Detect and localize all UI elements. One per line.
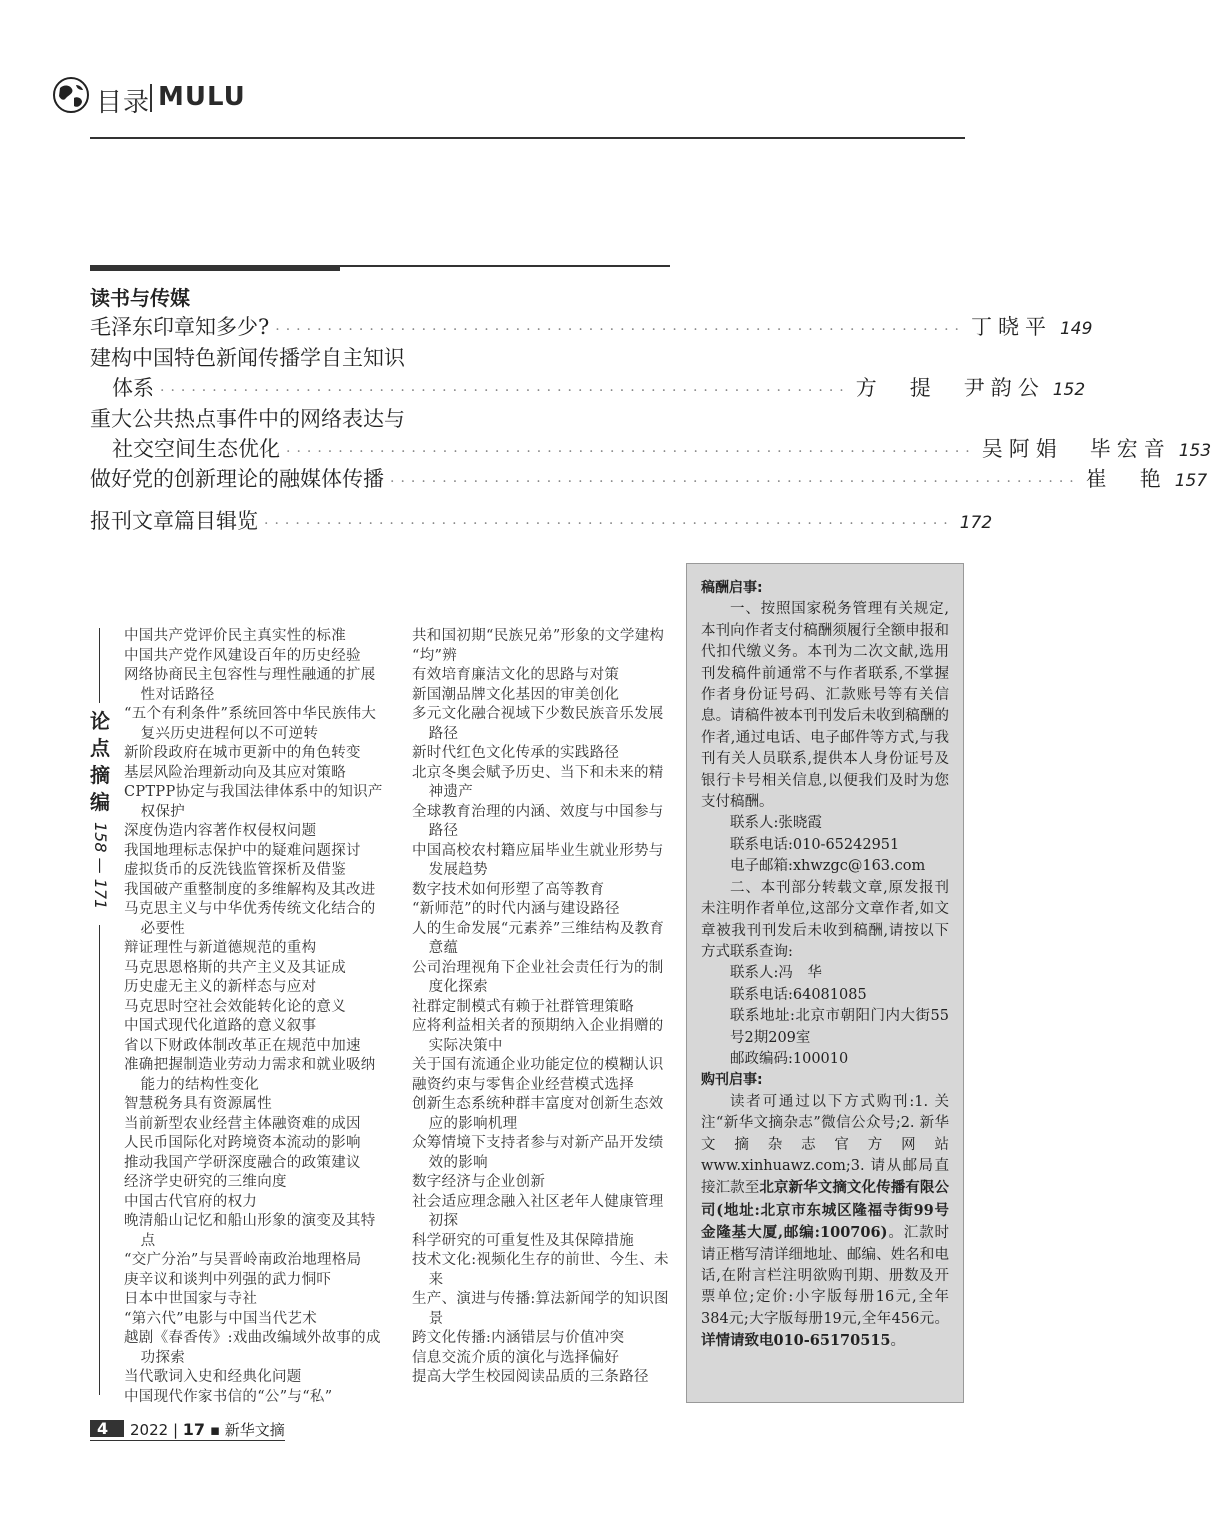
fee-notice-para2: 二、本刊部分转载文章,原发报刊未注明作者单位,这部分文章作者,如文章被我刊刊发后未收到稿酬,请按以下方式联系查询: bbox=[701, 879, 949, 960]
buy-notice-para bbox=[701, 1092, 949, 1353]
toc-entry-author: 崔 艳 bbox=[1085, 467, 1167, 491]
article-item[interactable]: 融资约束与零售企业经营模式选择 bbox=[412, 1076, 634, 1093]
article-item[interactable]: 数字技术如何形塑了高等教育 bbox=[412, 881, 605, 898]
buy-text-a: 读者可通过以下方式购刊:1. 关注“新华文摘杂志”微信公众号;2. 新华文摘杂志官方网站 www.xinhuawz.com;3. 请从邮局直接汇款至 bbox=[701, 1093, 949, 1197]
toc-entry-title: 毛泽东印章知多少? bbox=[90, 315, 270, 339]
footer-issue: 2022 | 17 ▪ 新华文摘 bbox=[130, 1420, 285, 1439]
article-list-col2 bbox=[412, 627, 676, 1388]
toc-top-rule-thick bbox=[90, 265, 340, 271]
article-item[interactable]: 庚辛议和谈判中列强的武力恫吓 bbox=[124, 1271, 332, 1288]
toc-leader-dots: ·································································· bbox=[390, 474, 1080, 490]
toc-leader-dots: ·································································· bbox=[286, 444, 976, 460]
toc-entry-1[interactable] bbox=[90, 311, 1093, 341]
footer-year: 2022 bbox=[130, 1421, 169, 1439]
article-item[interactable]: 中国古代官府的权力 bbox=[124, 1193, 258, 1210]
article-item[interactable]: 晚清船山记忆和船山形象的演变及其特点 bbox=[124, 1213, 376, 1249]
article-item[interactable]: “新师范”的时代内涵与建设路径 bbox=[412, 901, 620, 917]
article-item[interactable]: 新国潮品牌文化基因的审美创化 bbox=[412, 686, 620, 703]
side-rule-top bbox=[99, 628, 100, 703]
toc-entry-title: 做好党的创新理论的融媒体传播 bbox=[90, 467, 384, 491]
article-item[interactable]: 中国现代作家书信的“公”与“私” bbox=[124, 1388, 333, 1405]
article-item[interactable]: 技术文化:视频化生存的前世、今生、未来 bbox=[412, 1252, 669, 1288]
article-item[interactable]: 关于国有流通企业功能定位的模糊认识 bbox=[412, 1057, 664, 1073]
article-item[interactable]: 中国共产党评价民主真实性的标准 bbox=[124, 628, 346, 644]
article-item[interactable]: 辩证理性与新道德规范的重构 bbox=[124, 940, 317, 956]
toc-entry-2[interactable] bbox=[112, 372, 1086, 402]
header-title-en: MULU bbox=[158, 82, 246, 112]
article-item[interactable]: CPTPP协定与我国法律体系中的知识产权保护 bbox=[124, 784, 383, 820]
article-item[interactable]: 中国共产党作风建设百年的历史经验 bbox=[124, 647, 361, 664]
article-item[interactable]: 应将利益相关者的预期纳入企业捐赠的实际决策中 bbox=[412, 1018, 664, 1054]
footer-rule bbox=[90, 1440, 285, 1441]
article-item[interactable]: 科学研究的可重复性及其保障措施 bbox=[412, 1232, 634, 1249]
article-item[interactable]: 虚拟货币的反洗钱监管探析及借鉴 bbox=[124, 862, 346, 878]
toc-entry-author: 吴阿娟 毕宏音 bbox=[981, 437, 1171, 461]
toc-entry-5[interactable] bbox=[90, 505, 993, 535]
toc-entry-page: 172 bbox=[959, 513, 993, 533]
toc-entry-author: 方 提 尹韵公 bbox=[855, 376, 1045, 400]
article-item[interactable]: 推动我国产学研深度融合的政策建议 bbox=[124, 1154, 361, 1171]
buy-text-d: 详情请致电010-65170515 bbox=[701, 1332, 891, 1350]
footer-issue-number: 17 bbox=[182, 1420, 206, 1439]
side-page-range: 158 — 171 bbox=[91, 822, 110, 910]
article-item[interactable]: 越剧《春香传》:戏曲改编域外故事的成功探索 bbox=[124, 1330, 381, 1366]
article-item[interactable]: 基层风险治理新动向及其应对策略 bbox=[124, 764, 346, 781]
toc-entry-author: 丁晓平 bbox=[970, 315, 1052, 339]
article-item[interactable]: 公司治理视角下企业社会责任行为的制度化探索 bbox=[412, 959, 664, 995]
article-item[interactable]: 中国式现代化道路的意义叙事 bbox=[124, 1018, 317, 1034]
article-item[interactable]: 网络协商民主包容性与理性融通的扩展性对话路径 bbox=[124, 667, 376, 703]
toc-entry-title: 报刊文章篇目辑览 bbox=[90, 509, 258, 533]
article-item[interactable]: 日本中世国家与寺社 bbox=[124, 1291, 258, 1307]
article-list-col1 bbox=[124, 627, 390, 1407]
toc-entry-title: 重大公共热点事件中的网络表达与 bbox=[90, 407, 405, 431]
article-item[interactable]: 马克思时空社会效能转化论的意义 bbox=[124, 998, 346, 1015]
article-item[interactable]: 深度伪造内容著作权侵权问题 bbox=[124, 823, 317, 839]
toc-leader-dots: ·································································· bbox=[275, 322, 965, 338]
article-item[interactable]: 众筹情境下支持者参与对新产品开发绩效的影响 bbox=[412, 1135, 664, 1171]
fee-phone: 联系电话:010-65242951 bbox=[730, 836, 900, 853]
article-item[interactable]: “五个有利条件”系统回答中华民族伟大复兴历史进程何以不可逆转 bbox=[124, 706, 377, 742]
buy-text-b: 北京新华文摘文化传播有限公司(地址:北京市东城区隆福寺街99号金隆基大厦,邮编:100706) bbox=[701, 1179, 949, 1242]
header-divider bbox=[150, 84, 152, 112]
toc-entry-page: 157 bbox=[1174, 471, 1208, 491]
toc-entry-3[interactable] bbox=[112, 433, 1211, 463]
toc-entry-title-cont: 体系 bbox=[112, 376, 154, 400]
article-item[interactable]: “交广分治”与吴晋岭南政治地理格局 bbox=[124, 1252, 362, 1268]
article-item[interactable]: 历史虚无主义的新样态与应对 bbox=[124, 979, 317, 995]
toc-entry-title: 建构中国特色新闻传播学自主知识 bbox=[90, 346, 405, 370]
article-item[interactable]: 有效培育廉洁文化的思路与对策 bbox=[412, 667, 620, 683]
header-title-cn: 目录 bbox=[96, 88, 151, 118]
article-item[interactable]: 我国破产重整制度的多维解构及其改进 bbox=[124, 881, 376, 898]
fee-zip: 邮政编码:100010 bbox=[730, 1050, 849, 1067]
fee-phone2: 联系电话:64081085 bbox=[730, 986, 867, 1003]
toc-section-title: 读书与传媒 bbox=[90, 286, 190, 310]
toc-entry-page: 149 bbox=[1059, 319, 1093, 339]
article-item[interactable]: 社会适应理念融入社区老年人健康管理初探 bbox=[412, 1193, 664, 1229]
toc-entry-title-cont: 社交空间生态优化 bbox=[112, 437, 280, 461]
article-item[interactable]: 多元文化融合视域下少数民族音乐发展路径 bbox=[412, 706, 664, 742]
article-item[interactable]: 新阶段政府在城市更新中的角色转变 bbox=[124, 745, 361, 761]
article-item[interactable]: 信息交流介质的演化与选择偏好 bbox=[412, 1349, 620, 1366]
article-item[interactable]: 生产、演进与传播:算法新闻学的知识图景 bbox=[412, 1291, 669, 1327]
article-item[interactable]: 数字经济与企业创新 bbox=[412, 1174, 546, 1190]
toc-entry-2-line1[interactable] bbox=[90, 342, 670, 372]
toc-leader-dots: ·································································· bbox=[160, 383, 850, 399]
article-item[interactable]: 省以下财政体制改革正在规范中加速 bbox=[124, 1037, 361, 1054]
toc-leader-dots: ·································································· bbox=[264, 516, 954, 532]
side-section-label: 论点摘编 bbox=[90, 709, 110, 814]
fee-address: 联系地址:北京市朝阳门内大街55号2期209室 bbox=[730, 1008, 949, 1046]
footer-page-number: 4 bbox=[97, 1419, 109, 1438]
article-item[interactable]: 跨文化传播:内涵错层与价值冲突 bbox=[412, 1330, 625, 1346]
fee-notice-title: 稿酬启事: bbox=[701, 580, 763, 596]
side-rule-bottom bbox=[99, 925, 100, 1395]
toc-entry-page: 153 bbox=[1178, 441, 1211, 461]
article-item[interactable]: 马克思主义与中华优秀传统文化结合的必要性 bbox=[124, 901, 376, 937]
article-item[interactable]: 当前新型农业经营主体融资难的成因 bbox=[124, 1115, 361, 1132]
notice-box bbox=[686, 563, 964, 1403]
article-item[interactable]: 当代歌词入史和经典化问题 bbox=[124, 1369, 302, 1385]
article-item[interactable]: 中国高校农村籍应届毕业生就业形势与发展趋势 bbox=[412, 842, 664, 878]
toc-entry-3-line1[interactable] bbox=[90, 403, 670, 433]
fee-email: 电子邮箱:xhwzgc@163.com bbox=[730, 858, 926, 875]
article-item[interactable]: “第六代”电影与中国当代艺术 bbox=[124, 1310, 318, 1327]
article-item[interactable]: 共和国初期“民族兄弟”形象的文学建构 bbox=[412, 628, 665, 644]
article-item[interactable]: 人的生命发展“元素养”三维结构及教育意蕴 bbox=[412, 920, 665, 956]
article-item[interactable]: 智慧税务具有资源属性 bbox=[124, 1096, 272, 1112]
article-item[interactable]: 我国地理标志保护中的疑难问题探讨 bbox=[124, 842, 361, 859]
footer-journal: 新华文摘 bbox=[224, 1421, 285, 1439]
article-item[interactable]: 提高大学生校园阅读品质的三条路径 bbox=[412, 1369, 649, 1385]
buy-notice-title: 购刊启事: bbox=[701, 1072, 763, 1089]
footer-separator: ▪ bbox=[209, 1421, 220, 1439]
article-item[interactable]: 人民币国际化对跨境资本流动的影响 bbox=[124, 1135, 361, 1151]
toc-entry-page: 152 bbox=[1052, 380, 1086, 400]
article-item[interactable]: 新时代红色文化传承的实践路径 bbox=[412, 745, 620, 761]
globe-logo-icon bbox=[52, 76, 90, 114]
article-item[interactable]: 经济学史研究的三维向度 bbox=[124, 1174, 287, 1190]
toc-entry-4[interactable] bbox=[90, 463, 1208, 493]
article-item[interactable]: 马克思恩格斯的共产主义及其证成 bbox=[124, 959, 346, 976]
buy-text-c: 。汇款时请正楷写清详细地址、邮编、姓名和电话,在附言栏注明欲购刊期、册数及开票单位;定价:小字版每册16元,全年384元;大字版每册19元,全年456元。 bbox=[701, 1225, 950, 1327]
fee-notice-para1: 一、按照国家税务管理有关规定,本刊向作者支付稿酬须履行全额申报和代扣代缴义务。本刊为二次文献,选用刊发稿件前通常不与作者联系,不掌握作者身份证号码、汇款账号等有关信息。请稿件被本刊刊发后未收到稿酬的作者,通过电话、电子邮件等方式,与我刊有关人员联系,提供本人身份证号及银行卡号相关信息,以便我们及时为您支付稿酬。 bbox=[701, 601, 949, 811]
article-item[interactable]: “均”辨 bbox=[412, 647, 458, 664]
header-rule bbox=[90, 137, 965, 139]
buy-text-e: 。 bbox=[890, 1333, 905, 1350]
article-item[interactable]: 准确把握制造业劳动力需求和就业吸纳能力的结构性变化 bbox=[124, 1057, 376, 1093]
fee-contact: 联系人:张晓霞 bbox=[730, 815, 822, 832]
article-item[interactable]: 北京冬奥会赋予历史、当下和未来的精神遗产 bbox=[412, 764, 664, 800]
fee-contact2: 联系人:冯 华 bbox=[730, 965, 822, 982]
article-item[interactable]: 创新生态系统种群丰富度对创新生态效应的影响机理 bbox=[412, 1096, 664, 1132]
article-item[interactable]: 全球教育治理的内涵、效度与中国参与路径 bbox=[412, 803, 664, 839]
article-item[interactable]: 社群定制模式有赖于社群管理策略 bbox=[412, 998, 634, 1015]
